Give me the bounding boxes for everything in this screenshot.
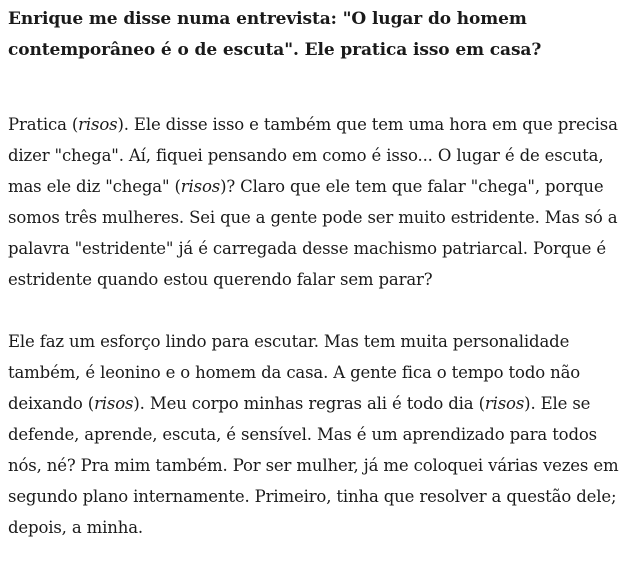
interview-question: Enrique me disse numa entrevista: "O lugar do homem contemporâneo é o de escuta". Ele pratica isso em casa? — [8, 9, 542, 60]
answer-text: ). Ele disse isso e também que tem uma hora em que precisa dizer "chega". Aí, fiquei pensando em como é isso... O lugar é de escuta, mas ele diz "chega" ( — [8, 115, 618, 196]
answer-text: Ele faz um esforço lindo para escutar. Mas tem muita personalidade também, é leonino e o homem da casa. A gente fica o tempo todo não deixando ( — [8, 332, 581, 413]
answer-text-italic: risos — [94, 394, 134, 413]
answer-paragraph-1 — [8, 109, 631, 295]
answer-text: Pratica ( — [8, 115, 79, 134]
answer-text-italic: risos — [484, 394, 525, 413]
answer-paragraph-2 — [8, 326, 631, 543]
answer-text: ). Meu corpo minhas regras ali é todo dia ( — [133, 394, 485, 413]
answer-text: )? Claro que ele tem que falar "chega", porque somos três mulheres. Sei que a gente pode ser muito estridente. Mas só a palavra "estridente" já é carregada desse machismo patriarcal. Porque é estridente quando estou querendo falar sem parar? — [8, 177, 618, 289]
answer-text-italic: risos — [78, 115, 118, 134]
answer-text: ). Ele se defende, aprende, escuta, é sensível. Mas é um aprendizado para todos nós, né? Pra mim também. Por ser mulher, já me coloquei várias vezes em segundo plano internamente. Primeiro, tinha que resolver a questão dele; depois, a minha. — [8, 394, 619, 537]
interview-article — [0, 4, 639, 543]
answer-text-italic: risos — [180, 177, 221, 196]
